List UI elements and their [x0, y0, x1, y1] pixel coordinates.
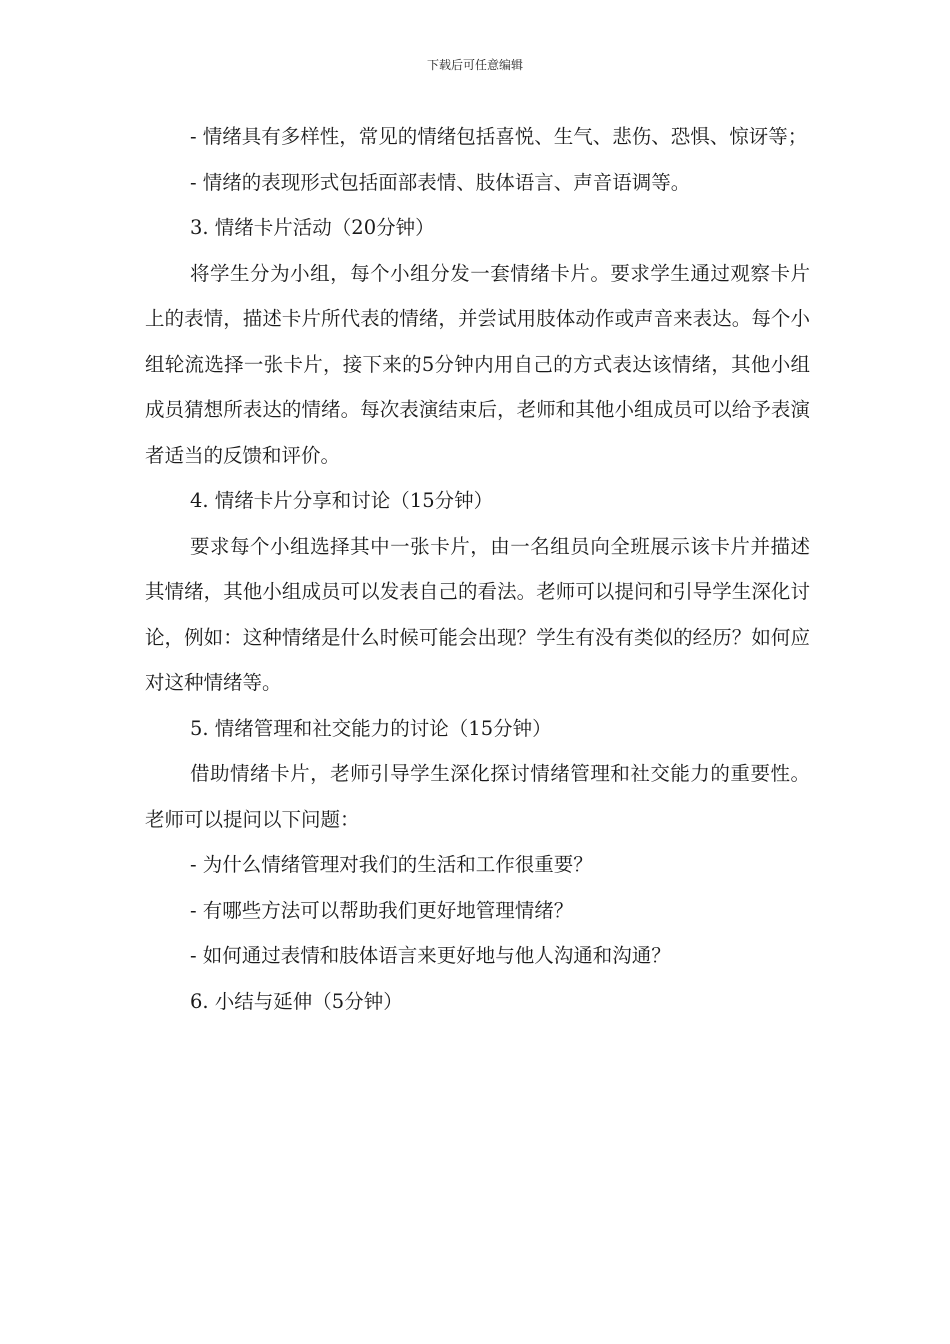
- header-note: 下载后可任意编辑: [426, 58, 523, 72]
- section-heading-3: 3. 情绪卡片活动（20分钟）: [190, 216, 435, 239]
- section-4-body: 要求每个小组选择其中一张卡片，由一名组员向全班展示该卡片并描述其情绪，其他小组成员可以发表自己的看法。老师可以提问和引导学生深化讨论，例如：这种情绪是什么时候可能会出现？学生有没有类似的经历？如何应对这种情绪等。: [145, 534, 810, 694]
- document-body: [145, 114, 810, 1024]
- section-5-body: 借助情绪卡片，老师引导学生深化探讨情绪管理和社交能力的重要性。老师可以提问以下问题：: [145, 762, 810, 831]
- section-3-body: 将学生分为小组，每个小组分发一套情绪卡片。要求学生通过观察卡片上的表情，描述卡片所代表的情绪，并尝试用肢体动作或声音来表达。每个小组轮流选择一张卡片，接下来的5分钟内用自己的方式表达该情绪，其他小组成员猜想所表达的情绪。每次表演结束后，老师和其他小组成员可以给予表演者适当的反馈和评价。: [145, 261, 810, 467]
- question-1: - 为什么情绪管理对我们的生活和工作很重要？: [190, 853, 593, 876]
- question-2: - 有哪些方法可以帮助我们更好地管理情绪？: [190, 898, 574, 922]
- bullet-emotion-expression: - 情绪的表现形式包括面部表情、肢体语言、声音语调等。: [190, 170, 691, 194]
- section-heading-5: 5. 情绪管理和社交能力的讨论（15分钟）: [190, 716, 552, 740]
- question-3: - 如何通过表情和肢体语言来更好地与他人沟通和沟通？: [190, 944, 671, 967]
- section-heading-6: 6. 小结与延伸（5分钟）: [190, 989, 403, 1013]
- section-heading-4: 4. 情绪卡片分享和讨论（15分钟）: [190, 489, 494, 512]
- bullet-emotion-variety: - 情绪具有多样性，常见的情绪包括喜悦、生气、悲伤、恐惧、惊讶等；: [190, 125, 808, 148]
